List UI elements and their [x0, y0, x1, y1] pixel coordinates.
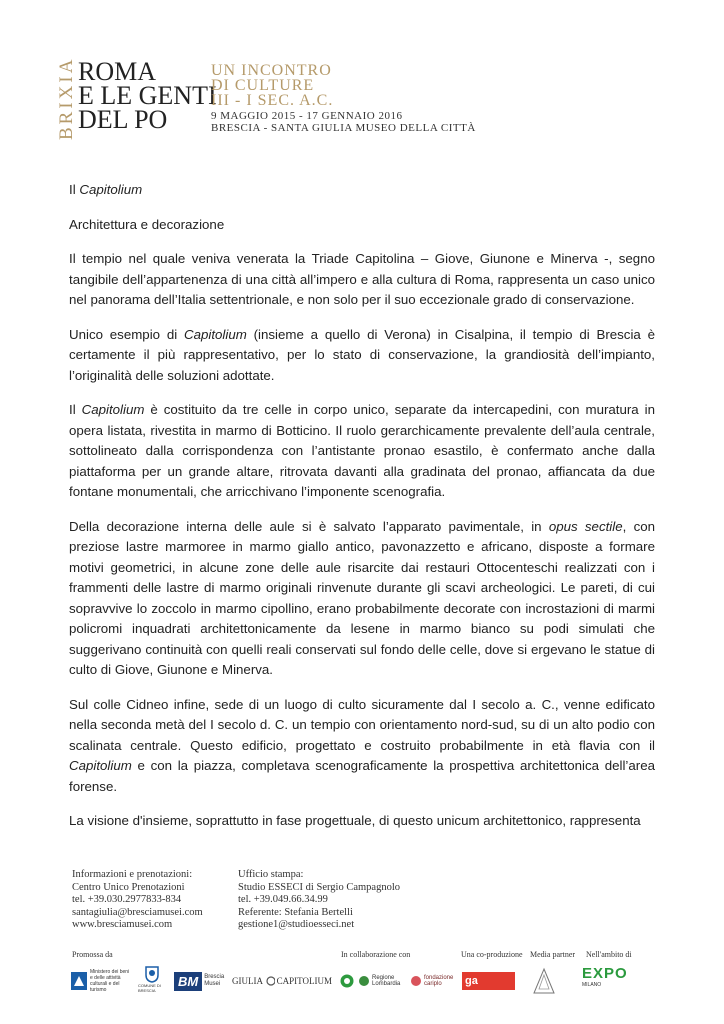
booking-info: Informazioni e prenotazioni: Centro Unico Prenotazioni tel. +39.030.2977833-834 santagiulia@bresciamusei.com www.bresciamusei.com: [72, 869, 203, 930]
fondazione-cariplo-logo: fondazione cariplo: [410, 965, 466, 997]
brescia-musei-logo: BM Brescia Musei: [174, 965, 228, 997]
paragraph-2: Unico esempio di Capitolium (insieme a quello di Verona) in Cisalpina, il tempio di Brescia è certamente il più rappresentativo, per lo stato di conservazione, la grandiosità dell’impianto, l’originalità delle soluzioni adottate.: [69, 326, 655, 383]
paragraph-1: Il tempio nel quale veniva venerata la Triade Capitolina – Giove, Giunone e Minerva -, segno tangibile dell’appartenenza di una città all’impero e alla cultura di Roma, rappresenta un caso unico nel panorama dell’Italia settentrionale, e non solo per il suo eccezionale grado di conservazione.: [69, 251, 655, 307]
media-partner-logo: [532, 965, 562, 997]
document-heading: Il Capitolium: [69, 182, 143, 197]
media-partner-emblem-icon: [532, 967, 556, 995]
ministero-logo: Ministero dei beni e delle attività culturali e del turismo: [70, 965, 132, 997]
comune-brescia-logo: COMUNE DI BRESCIA: [138, 965, 166, 997]
ministero-emblem-icon: [70, 970, 88, 992]
partner-logos: [70, 965, 650, 1005]
press-office-info: Ufficio stampa: Studio ESSECI di Sergio Campagnolo tel. +39.049.66.34.99 Referente: Stefania Bertelli gestione1@studioesseci.net: [238, 869, 400, 930]
coproduction-label: Una co-produzione: [461, 950, 523, 959]
document-body: [69, 180, 655, 832]
collaboration-label: In collaborazione con: [341, 950, 411, 959]
exhibition-header: [50, 58, 670, 138]
paragraph-4: Della decorazione interna delle aule si è salvato l’apparato pavimentale, in opus sectile, con preziose lastre marmoree in marmo giallo antico, pavonazzetto e africano, disposte a formare motivi geometrici, in alcune zone delle aule risarcite dai restauri Ottocenteschi realizzati con i frammenti delle lastre di marmo originali rinvenute durante gli scavi archeologici. Le pareti, di cui sopravvive lo zoccolo in marmo cipollino, erano probabilmente decorate con incrostazioni di marmi policromi inquadrati architettonicamente da lesene in marmo bianco su podi simulati che suggerivano continuità con quelli reali conservati sul fondo delle celle, dove si ergevano le statue di culto di Giove, Giunone e Minerva.: [69, 518, 656, 677]
exhibition-title: ROMA E LE GENTI DEL PO: [78, 57, 217, 134]
scope-label: Nell'ambito di: [586, 950, 632, 959]
paragraph-6: La visione d'insieme, soprattutto in fase progettuale, di questo unicum architettonico, rappresenta: [69, 813, 641, 828]
green-partner-icon: [340, 965, 356, 997]
capitolium-logo: CAPITOLIUM: [266, 965, 332, 997]
cariplo-mark-icon: [410, 975, 422, 987]
comune-crest-icon: [144, 965, 160, 983]
media-partner-label: Media partner: [530, 950, 576, 959]
paragraph-5: Sul colle Cidneo infine, sede di un luogo di culto sicuramente dal I secolo a. C., venne edificato nella seconda metà del I secolo d. C. un tempio con orientamento nord-sud, su di un alto podio con scalinata centrale. Questo edificio, progettato e costruito probabilmente in età flavia con il Capitolium e con la piazza, completava scenograficamente la prospettiva architettonica dell’area forense.: [69, 696, 655, 794]
promoted-by-label: Promossa da: [72, 950, 113, 959]
exhibition-dates: 9 MAGGIO 2015 - 17 GENNAIO 2016 BRESCIA - SANTA GIULIA MUSEO DELLA CITTÀ: [211, 110, 476, 134]
regione-lombardia-logo: Regione Lombardia: [358, 965, 408, 997]
document-subheading: Architettura e decorazione: [69, 216, 225, 232]
exhibition-subtitle: UN INCONTRO DI CULTURE III - I SEC. A.C.: [211, 62, 334, 109]
brixia-side-word: BRIXIA: [56, 56, 77, 140]
rosa-camuna-icon: [358, 975, 370, 987]
capitolium-mark-icon: [266, 974, 275, 988]
ga-coproduction-logo: ga: [462, 965, 516, 997]
santa-giulia-logo: GIULIA: [232, 976, 263, 986]
expo-milano-logo: EXPO MILANO: [582, 965, 628, 988]
paragraph-3: Il Capitolium è costituito da tre celle in corpo unico, separate da intercapedini, con muratura in opera listata, rivestita in marmo di Botticino. Il ruolo gerarchicamente prevalente dell’aula centrale, sottolineato dalla corrispondenza con l’antistante pronao esastilo, è confermato anche dalla piattaforma per un grande altare, ritrovata davanti alla gradinata del pronao, affiancata da due fontane monumentali, che arricchivano l’imponente scenografia.: [69, 402, 656, 499]
